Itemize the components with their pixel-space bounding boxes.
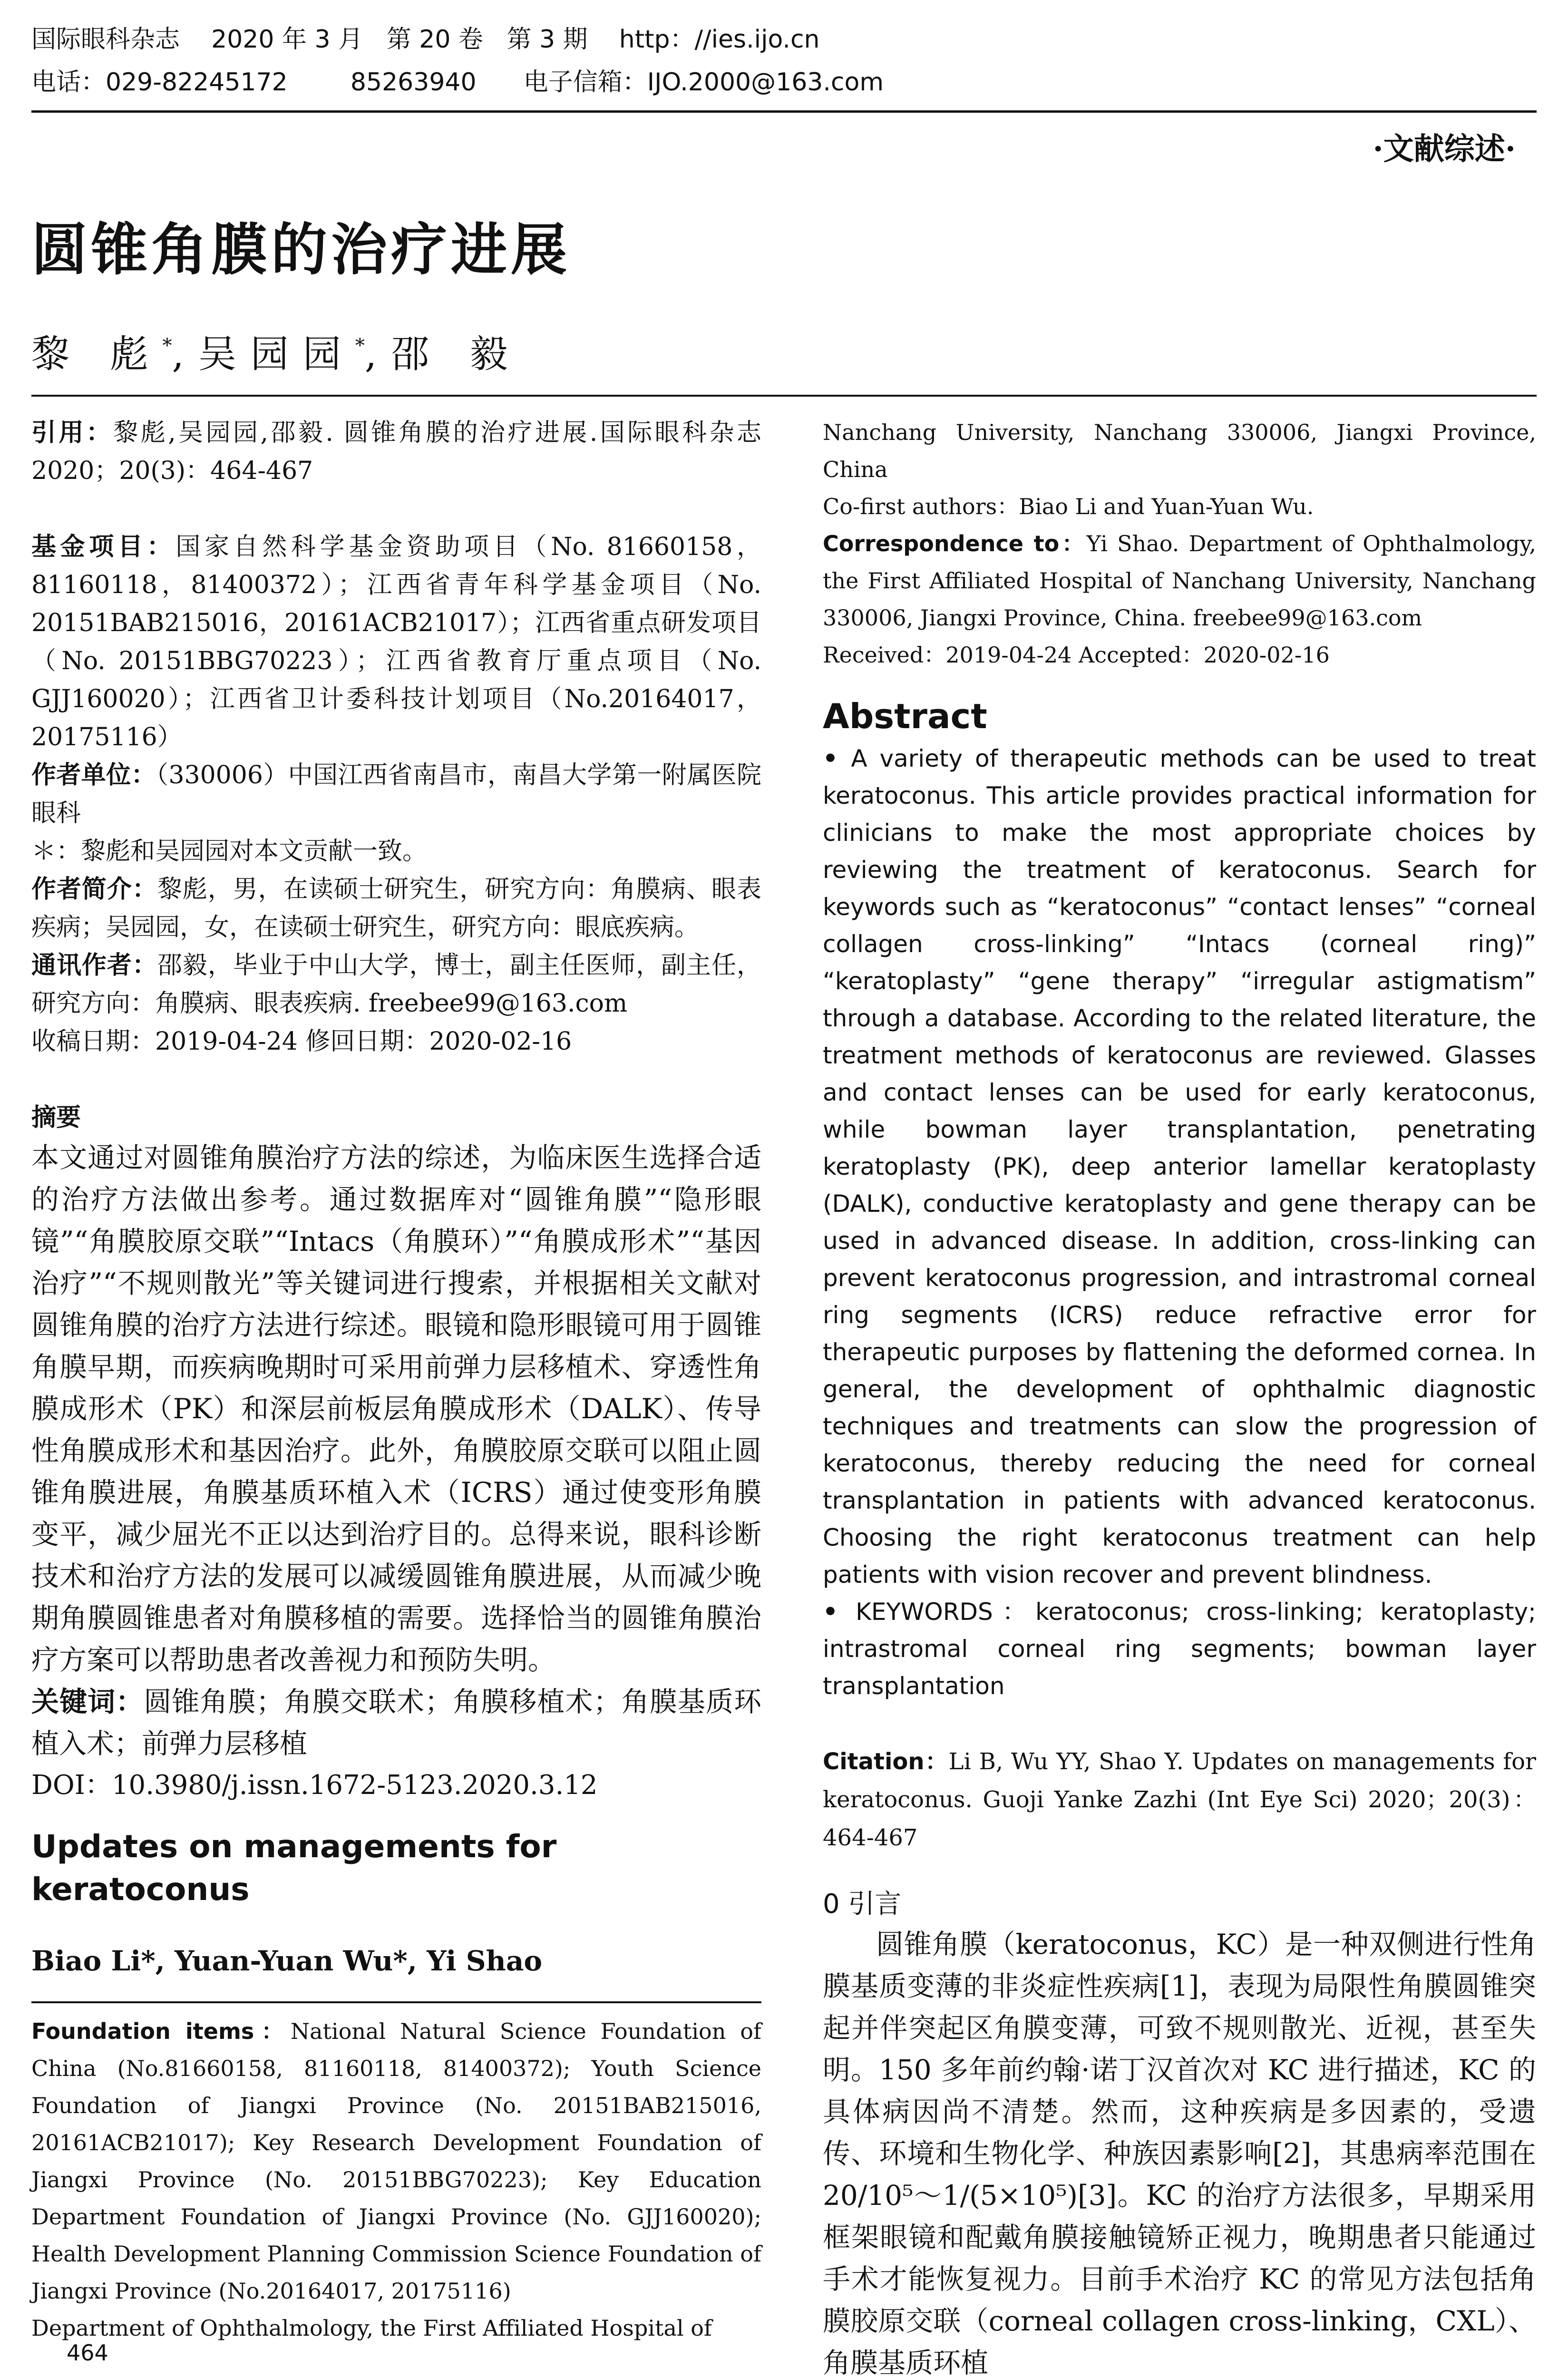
- english-authors: Biao Li*, Yuan-Yuan Wu*, Yi Shao: [31, 1945, 543, 1977]
- author-divider: [31, 2001, 761, 2003]
- affiliation-en: Nanchang University, Nanchang 330006, Jiangxi Province, China: [823, 419, 1536, 482]
- bio-cn: 作者简介：黎彪，男，在读硕士研究生，研究方向：角膜病、眼表疾病；吴园园，女，在读硕士研究生，研究方向：眼底疾病。: [31, 875, 761, 942]
- keywords-cn: 关键词：圆锥角膜；角膜交联术；角膜移植术；角膜基质环植入术；前弹力层移植: [31, 1686, 761, 1760]
- page-number: 464: [67, 2340, 108, 2366]
- author-sep: ,: [364, 332, 391, 376]
- journal-header-line2: 电话：029-82245172 85263940 电子信箱：IJO.2000@163.com: [31, 68, 884, 97]
- author-2: 吴园园: [198, 332, 355, 376]
- dates-cn: 收稿日期：2019-04-24 修回日期：2020-02-16: [31, 1027, 572, 1056]
- abstract-en: • A variety of therapeutic methods can be used to treat keratoconus. This article provides practical information for clinicians to make the most appropriate choices by reviewing the treatment of keratoconus. Search for keywords such as “keratoconus” “contact lenses” “corneal collagen cross-linking” “Intacs (corneal ring)” “keratoplasty” “gene therapy” “irregular astigmatism” through a database. According to the related literature, the treatment methods of keratoconus are reviewed. Glasses and contact lenses can be used for early keratoconus, while bowman layer transplantation, penetrating keratoplasty (PK), deep anterior lamellar keratoplasty (DALK), conductive keratoplasty and gene therapy can be used in advanced disease. In addition, cross-linking can prevent keratoconus progression, and intrastromal corneal ring segments (ICRS) reduce refractive error for therapeutic purposes by flattening the deformed cornea. In general, the development of ophthalmic diagnostic techniques and treatments can slow the progression of keratoconus, thereby reducing the need for corneal transplantation in patients with advanced keratoconus. Choosing the right keratoconus treatment can help patients with vision recover and prevent blindness.: [823, 745, 1536, 1589]
- header-divider: [31, 110, 1537, 113]
- journal-header-line1: 国际眼科杂志 2020 年 3 月 第 20 卷 第 3 期 http：//ies.ijo.cn: [31, 25, 820, 54]
- author-3: 邵 毅: [391, 332, 522, 376]
- doi: DOI：10.3980/j.issn.1672-5123.2020.3.12: [31, 1770, 598, 1801]
- right-column: [823, 414, 1536, 2378]
- fund-cn: 基金项目：国家自然科学基金资助项目（No. 81660158，81160118，81400372）；江西省青年科学基金项目（No. 20151BAB215016，20161ACB21017）；江西省重点研发项目（No. 20151BBG70223）；江西省教育厅重点项目（No. GJJ160020）；江西省卫计委科技计划项目（No.20164017，20175116）: [31, 533, 761, 751]
- contribution-note: ＊：黎彪和吴园园对本文贡献一致。: [31, 837, 428, 866]
- title-divider: [31, 395, 1537, 397]
- citation-en: Citation：Li B, Wu YY, Shao Y. Updates on managements for keratoconus. Guoji Yanke Zazhi (Int Eye Sci) 2020；20(3)：464-467: [823, 1748, 1536, 1851]
- author-sep: ,: [172, 332, 198, 376]
- author-1: 黎 彪: [31, 332, 163, 376]
- citation-cn: 引用：黎彪,吴园园,邵毅. 圆锥角膜的治疗进展.国际眼科杂志 2020；20(3)：464-467: [31, 419, 761, 485]
- authors-cn: [31, 323, 522, 378]
- correspondence-en: Correspondence to：Yi Shao. Department of Ophthalmology, the First Affiliated Hospital of Nanchang University, Nanchang 330006, Jiangxi Province, China. freebee99@163.com: [823, 531, 1536, 631]
- abstract-cn-label: 摘要: [31, 1103, 81, 1132]
- foundation-en: Foundation items：National Natural Science Foundation of China (No.81660158, 81160118, 81400372); Youth Science Foundation of Jiangxi Province (No. 20151BAB215016, 20161ACB21017); Key Research Development Foundation of Jiangxi Province (No. 20151BBG70223); Key Education Department Foundation of Jiangxi Province (No. GJJ160020); Health Development Planning Commission Science Foundation of Jiangxi Province (No.20164017, 20175116): [31, 2018, 761, 2304]
- intro-text: 圆锥角膜（keratoconus，KC）是一种双侧进行性角膜基质变薄的非炎症性疾病[1]，表现为局限性角膜圆锥突起并伴突起区角膜变薄，可致不规则散光、近视，甚至失明。150 多年前约翰·诺丁汉首次对 KC 进行描述，KC 的具体病因尚不清楚。然而，这种疾病是多因素的，受遗传、环境和生物化学、种族因素影响[2]，其患病率范围在 20/10⁵～1/(5×10⁵)[3]。KC 的治疗方法很多，早期采用框架眼镜和配戴角膜接触镜矫正视力，晚期患者只能通过手术才能恢复视力。目前手术治疗 KC 的常见方法包括角膜胶原交联（corneal collagen cross-linking，CXL）、角膜基质环植: [823, 1928, 1536, 2378]
- unit-cn: 作者单位：（330006）中国江西省南昌市，南昌大学第一附属医院眼科: [31, 761, 761, 828]
- abstract-en-title: Abstract: [823, 696, 987, 736]
- dept-en: Department of Ophthalmology, the First Affiliated Hospital of: [31, 2315, 712, 2341]
- intro-heading: 0 引言: [823, 1889, 902, 1920]
- abstract-cn: 本文通过对圆锥角膜治疗方法的综述，为临床医生选择合适的治疗方法做出参考。通过数据库对“圆锥角膜”“隐形眼镜”“角膜胶原交联”“Intacs（角膜环）”“角膜成形术”“基因治疗”“不规则散光”等关键词进行搜索，并根据相关文献对圆锥角膜的治疗方法进行综述。眼镜和隐形眼镜可用于圆锥角膜早期，而疾病晚期时可采用前弹力层移植术、穿透性角膜成形术（PK）和深层前板层角膜成形术（DALK）、传导性角膜成形术和基因治疗。此外，角膜胶原交联可以阻止圆锥角膜进展，角膜基质环植入术（ICRS）通过使变形角膜变平，减少屈光不正以达到治疗目的。总得来说，眼科诊断技术和治疗方法的发展可以减缓圆锥角膜进展，从而减少晚期角膜圆锥患者对角膜移植的需要。选择恰当的圆锥角膜治疗方案可以帮助患者改善视力和预防失明。: [31, 1141, 761, 1676]
- english-title: Updates on managements for keratoconus: [31, 1828, 557, 1908]
- keywords-en: • KEYWORDS：keratoconus; cross-linking; keratoplasty; intrastromal corneal ring segments; bowman layer transplantation: [823, 1598, 1536, 1700]
- cofirst-en: Co-first authors：Biao Li and Yuan-Yuan Wu.: [823, 494, 1314, 519]
- author-2-mark: *: [355, 335, 365, 357]
- author-1-mark: *: [162, 335, 172, 357]
- corr-cn: 通讯作者：邵毅，毕业于中山大学，博士，副主任医师，副主任，研究方向：角膜病、眼表疾病. freebee99@163.com: [31, 951, 761, 1018]
- article-title: 圆锥角膜的治疗进展: [31, 217, 571, 283]
- dates-en: Received：2019-04-24 Accepted：2020-02-16: [823, 642, 1330, 668]
- left-column: [31, 414, 761, 2347]
- section-tag: ·文献综述·: [1373, 131, 1516, 167]
